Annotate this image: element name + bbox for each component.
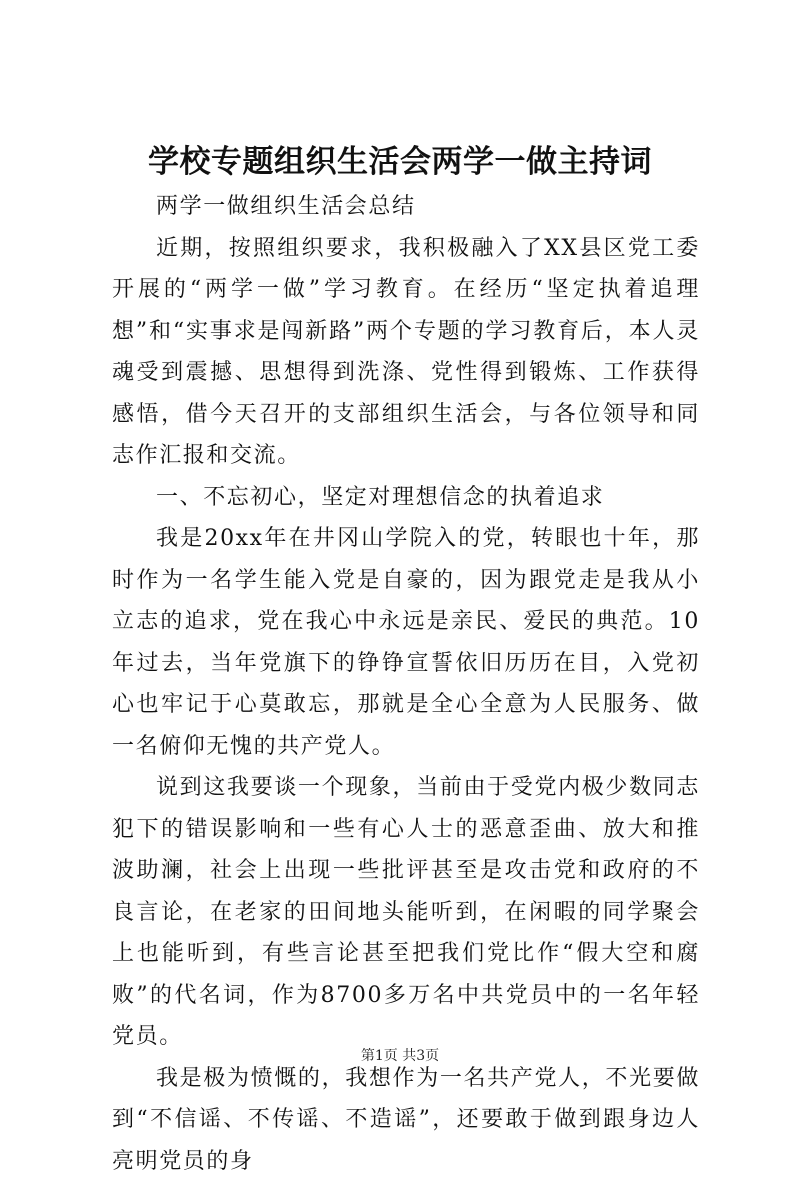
paragraph-phenomenon: 说到这我要谈一个现象，当前由于受党内极少数同志犯下的错误影响和一些有心人士的恶意歪曲、放大和推波助澜，社会上出现一些批评甚至是攻击党和政府的不良言论，在老家的田间地头能听到，在闲暇的同学聚会上也能听到，有些言论甚至把我们党比作“假大空和腐败”的代名词，作为8700多万名中共党员中的一名年轻党员。: [112, 767, 700, 1058]
page-number-footer: 第1页 共3页: [0, 1046, 800, 1066]
paragraph-subtitle: 两学一做组织生活会总结: [112, 186, 700, 228]
document-body: [112, 186, 700, 1182]
section-heading: 一、不忘初心，坚定对理想信念的执着追求: [112, 477, 700, 519]
paragraph-party-entry: 我是20xx年在井冈山学院入的党，转眼也十年，那时作为一名学生能入党是自豪的，因为跟党走是我从小立志的追求，党在我心中永远是亲民、爱民的典范。10年过去，当年党旗下的铮铮宣誓依旧历历在目，入党初心也牢记于心莫敢忘，那就是全心全意为人民服务、做一名俯仰无愧的共产党人。: [112, 518, 700, 767]
document-title: 学校专题组织生活会两学一做主持词: [0, 142, 800, 182]
paragraph-intro: 近期，按照组织要求，我积极融入了XX县区党工委开展的“两学一做”学习教育。在经历“坚定执着追理想”和“实事求是闯新路”两个专题的学习教育后，本人灵魂受到震撼、思想得到洗涤、党性得到锻炼、工作获得感悟，借今天召开的支部组织生活会，与各位领导和同志作汇报和交流。: [112, 228, 700, 477]
paragraph-indignation: 我是极为愤慨的，我想作为一名共产党人，不光要做到“不信谣、不传谣、不造谣”，还要敢于做到跟身边人亮明党员的身: [112, 1058, 700, 1182]
